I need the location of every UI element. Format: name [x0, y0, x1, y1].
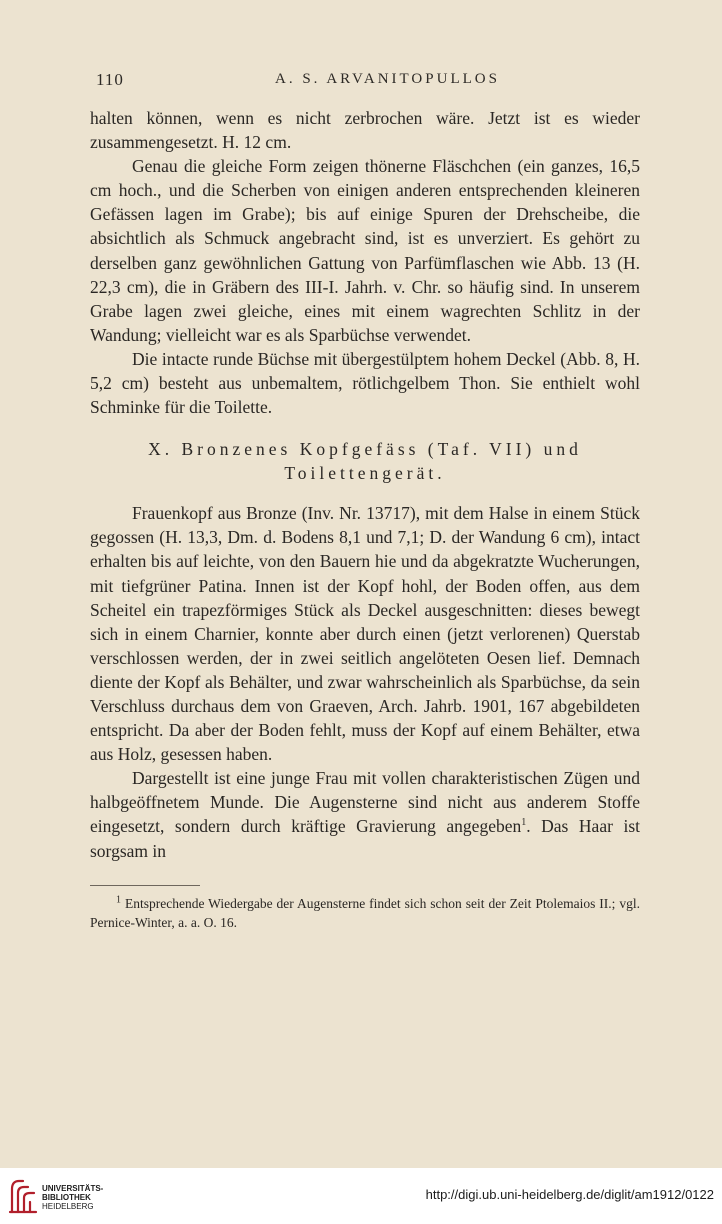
- footer-bar: [0, 1168, 722, 1224]
- section-heading-line-1: X. Bronzenes Kopfgefäss (Taf. VII) und: [148, 439, 582, 460]
- footnote-text: Entsprechende Wiedergabe der Augensterne findet sich schon seit der Zeit Ptolemaios II.; vgl. Pernice-Winter, a. a. O. 16.: [90, 895, 641, 930]
- body-text: [90, 106, 640, 932]
- section-paragraph-2-text: Dargestellt ist eine junge Frau mit vollen charakteristischen Zügen und halbgeöffnetem Munde. Die Augensterne sind nicht aus anderem Stoffe eingesetzt, sondern durch kräftige Gravierung angegeben: [90, 768, 640, 837]
- section-paragraph-2-text-end: . Das Haar ist sorgsam in: [90, 816, 640, 861]
- footnote-marker: 1: [116, 894, 121, 906]
- page-number: 110: [96, 70, 124, 89]
- page-header: [90, 70, 650, 96]
- paragraph-3: Die intacte runde Büchse mit übergestülptem hohem Deckel (Abb. 8, H. 5,2 cm) besteht aus unbemaltem, rötlichgelbem Thon. Sie enthielt wohl Schminke für die Toilette.: [90, 348, 640, 418]
- ub-heidelberg-logo-icon: [8, 1177, 38, 1215]
- permalink-url[interactable]: http://digi.ub.uni-heidelberg.de/diglit/am1912/0122: [425, 1187, 714, 1202]
- section-paragraph-1: Frauenkopf aus Bronze (Inv. Nr. 13717), mit dem Halse in einem Stück gegossen (H. 13,3, Dm. d. Bodens 8,1 und 7,1; D. der Wandung 6 cm), intact erhalten bis auf leichte, von den Bauern hie und da abgekratzte Wucherungen, mit tiefgrüner Patina. Innen ist der Kopf hohl, der Boden offen, aus dem Scheitel ein trapezförmiges Stück als Deckel ausgeschnitten: dieses bewegt sich in einem Charnier, konnte aber durch einen (jetzt verlorenen) Querstab verschlossen werden, der in zwei seitlich angelöteten Oesen lief. Demnach diente der Kopf als Behälter, und zwar wahrscheinlich als Sparbüchse, da sein Verschluss durchaus dem von Graeven, Arch. Jahrb. 1901, 167 abgebildeten entspricht. Da aber der Boden fehlt, muss der Kopf auf einem Behälter, etwa aus Holz, gesessen haben.: [90, 503, 640, 765]
- footnote: [90, 894, 640, 932]
- running-head: A. S. ARVANITOPULLOS: [275, 71, 500, 87]
- paragraph-2: Genau die gleiche Form zeigen thönerne Fläschchen (ein ganzes, 16,5 cm hoch., und die Scherben von einigen anderen entsprechenden kleineren Gefässen lagen im Grabe); bis auf einige Spuren der Drehscheibe, die absichtlich als Schmuck angebracht sind, ist es unverziert. Es gehört zu derselben ganz gewöhnlichen Gattung von Parfümflaschen wie Abb. 13 (H. 22,3 cm), die in Gräbern des III-I. Jahrh. v. Chr. so häufig sind. In unserem Grabe lagen zwei gleiche, eines mit einem wagrechten Schlitz in der Wandung; vielleicht war es als Sparbüchse verwendet.: [90, 156, 640, 345]
- library-name-line-2: BIBLIOTHEK: [42, 1193, 91, 1202]
- library-name-line-1: UNIVERSITÄTS-: [42, 1184, 104, 1193]
- footnote-reference: 1: [521, 817, 527, 829]
- library-name: [42, 1184, 103, 1211]
- library-name-line-3: HEIDELBERG: [42, 1202, 94, 1211]
- section-heading-line-2: Toilettengerät.: [284, 463, 446, 484]
- footnote-divider: [90, 885, 200, 886]
- paragraph-1: halten können, wenn es nicht zerbrochen wäre. Jetzt ist es wieder zusammengesetzt. H. 12 cm.: [90, 108, 640, 153]
- section-paragraph-2: [90, 766, 640, 862]
- section-heading: [90, 437, 640, 485]
